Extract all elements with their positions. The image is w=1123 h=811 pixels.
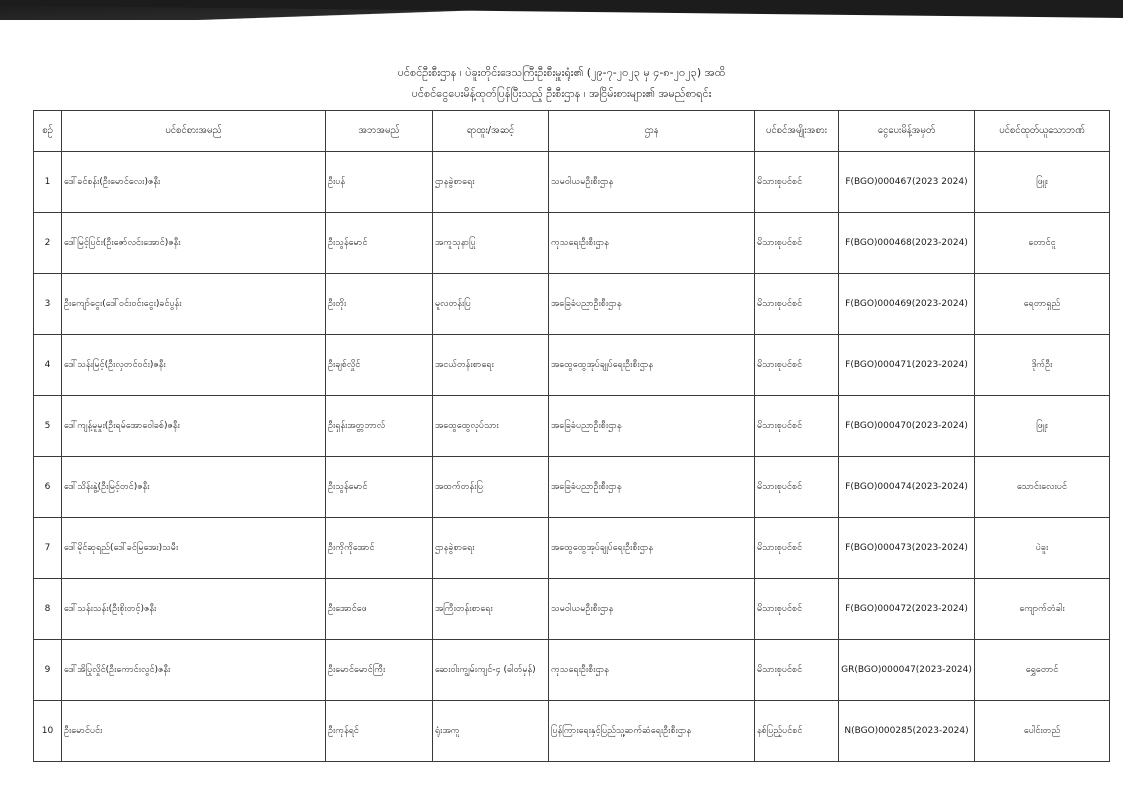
cell-license: F(BGO)000474(2023-2024) (839, 457, 975, 518)
cell-pensioner: ဦးမောင်ပင်း (62, 701, 326, 762)
cell-department: အထွေထွေအုပ်ချုပ်ရေးဦးစီးဌာန (549, 335, 755, 396)
cell-department: အခြေခံပညာဦးစီးဌာန (549, 396, 755, 457)
cell-rank: အကူသုနာပြု (433, 213, 549, 274)
header-department: ဌာန (549, 111, 755, 152)
cell-no: 1 (34, 152, 62, 213)
cell-rank: ဌာနခွဲစာရေး (433, 152, 549, 213)
cell-father: ဦးကုန်ရင် (326, 701, 433, 762)
cell-license: F(BGO)000471(2023-2024) (839, 335, 975, 396)
header-row (34, 111, 1110, 152)
cell-department: ပြန်ကြားရေးနှင့်ပြည်သူ့ဆက်ဆံရေးဦးစီးဌာန (549, 701, 755, 762)
cell-rank: အထွေထွေလုပ်သား (433, 396, 549, 457)
cell-issuer: သောင်းလေးပင် (975, 457, 1110, 518)
cell-father: ဦးရှန်းအတ္တဘာလ် (326, 396, 433, 457)
cell-type: မိသားစုပင်စင် (755, 274, 839, 335)
cell-license: F(BGO)000467(2023 2024) (839, 152, 975, 213)
cell-type: မိသားစုပင်စင် (755, 152, 839, 213)
cell-department: ကုသရေးဦးစီးဌာန (549, 213, 755, 274)
cell-rank: အထက်တန်းပြ (433, 457, 549, 518)
table-row (34, 274, 1110, 335)
cell-rank: ဆေးဝါးကျွမ်းကျင်-၄ (ဓါတ်မှန်) (433, 640, 549, 701)
cell-pensioner: ဒေါ်မြင့်ပြင်း(ဦးဇော်လင်းအောင်)ဇနီး (62, 213, 326, 274)
cell-father: ဦးမောင်မောင်ကြီး (326, 640, 433, 701)
table-row (34, 457, 1110, 518)
cell-no: 2 (34, 213, 62, 274)
cell-department: ကုသရေးဦးစီးဌာန (549, 640, 755, 701)
cell-no: 9 (34, 640, 62, 701)
cell-issuer: ဒိုက်ဦး (975, 335, 1110, 396)
header-license: ငွေပေးမိန့်အမှတ် (839, 111, 975, 152)
cell-issuer: ဖြူး (975, 396, 1110, 457)
cell-rank: မူလတန်းပြ (433, 274, 549, 335)
cell-department: အခြေခံပညာဦးစီးဌာန (549, 457, 755, 518)
cell-license: F(BGO)000470(2023-2024) (839, 396, 975, 457)
scan-edge-shadow (0, 0, 1123, 20)
cell-father: ဦးချစ်လှိုင် (326, 335, 433, 396)
cell-issuer: ရေတာရှည် (975, 274, 1110, 335)
header-father: အဘအမည် (326, 111, 433, 152)
cell-license: GR(BGO)000047(2023-2024) (839, 640, 975, 701)
cell-type: မိသားစုပင်စင် (755, 518, 839, 579)
cell-type: မိသားစုပင်စင် (755, 213, 839, 274)
cell-license: N(BGO)000285(2023-2024) (839, 701, 975, 762)
cell-father: ဦးသွန်မောင် (326, 457, 433, 518)
cell-issuer: ဖြူး (975, 152, 1110, 213)
cell-pensioner: ဒေါ်သန်းသန်း(ဦးစိုးတင့်)ဇနီး (62, 579, 326, 640)
cell-type: မိသားစုပင်စင် (755, 396, 839, 457)
cell-license: F(BGO)000473(2023-2024) (839, 518, 975, 579)
cell-pensioner: ဒေါ်အိပြုလှိုင်(ဦးကောင်းလွင်)ဇနီး (62, 640, 326, 701)
table-row (34, 335, 1110, 396)
cell-type: မိသားစုပင်စင် (755, 335, 839, 396)
cell-issuer: ရွှေတောင် (975, 640, 1110, 701)
cell-rank: ဌာနခွဲစာရေး (433, 518, 549, 579)
cell-issuer: ပေါင်းတည် (975, 701, 1110, 762)
header-issuer: ပင်စင်ထုတ်ယူသောဘဏ် (975, 111, 1110, 152)
scan-edge-shadow-tail (0, 0, 1123, 18)
cell-father: ဦးကိုကိုအောင် (326, 518, 433, 579)
table-row (34, 396, 1110, 457)
cell-pensioner: ဒေါ်သန်းမြင့်(ဦးလှတင်ဝင်း)ဇနီး (62, 335, 326, 396)
cell-issuer: ကျောက်တံခါး (975, 579, 1110, 640)
cell-father: ဦးအောင်ဖေ (326, 579, 433, 640)
cell-no: 6 (34, 457, 62, 518)
table-row (34, 518, 1110, 579)
cell-no: 4 (34, 335, 62, 396)
cell-no: 7 (34, 518, 62, 579)
heading-line-2: ပင်စင်ငွေပေးမိန့်ထုတ်ပြန်ပြီးသည့် ဦးစီးဌာန ၊ အငြိမ်းစားများ၏ အမည်စာရင်း (411, 87, 712, 100)
cell-rank: ရုံးအကူ (433, 701, 549, 762)
cell-no: 3 (34, 274, 62, 335)
cell-license: F(BGO)000472(2023-2024) (839, 579, 975, 640)
cell-no: 10 (34, 701, 62, 762)
cell-license: F(BGO)000469(2023-2024) (839, 274, 975, 335)
cell-issuer: တောင်ငူ (975, 213, 1110, 274)
cell-department: အခြေခံပညာဦးစီးဌာန (549, 274, 755, 335)
cell-rank: အကြီးတန်းစာရေး (433, 579, 549, 640)
cell-type: မိသားစုပင်စင် (755, 579, 839, 640)
cell-father: ဦးတိုး (326, 274, 433, 335)
cell-no: 5 (34, 396, 62, 457)
cell-type: နစ်ပြည့်ပင်စင် (755, 701, 839, 762)
cell-pensioner: ဒေါ်သိန်းနွဲ့(ဦးမြင့်တင်)ဇနီး (62, 457, 326, 518)
cell-father: ဦးပန် (326, 152, 433, 213)
table-row (34, 640, 1110, 701)
cell-department: သမဝါယမဦးစီးဌာန (549, 152, 755, 213)
pension-roster-table (33, 110, 1110, 762)
cell-rank: အငယ်တန်းစာရေး (433, 335, 549, 396)
cell-type: မိသားစုပင်စင် (755, 457, 839, 518)
cell-pensioner: ဦးကျော်ငွေး(ဒေါ်ဝင်းဝင်းငွေး)ခင်ပွန်း (62, 274, 326, 335)
cell-no: 8 (34, 579, 62, 640)
table-row (34, 152, 1110, 213)
cell-pensioner: ဒေါ်မိုင်ဆုရည်(ဒေါ်ခင်မြအေး)သမီး (62, 518, 326, 579)
heading-line-1: ပင်စင်ဦးစီးဌာန ၊ ပဲခူးတိုင်းဒေသကြီးဦးစီးမှူးရုံး၏ (၂၉-၇-၂၀၂၃ မှ ၄-၈-၂၀၂၃) အထိ (397, 66, 726, 79)
cell-department: သမဝါယမဦးစီးဌာန (549, 579, 755, 640)
cell-type: မိသားစုပင်စင် (755, 640, 839, 701)
cell-father: ဦးသွန်မောင် (326, 213, 433, 274)
header-type: ပင်စင်အမျိုးအစား (755, 111, 839, 152)
document-heading (0, 62, 1123, 104)
header-rank: ရာထူး/အဆင့် (433, 111, 549, 152)
header-pensioner: ပင်စင်စားအမည် (62, 111, 326, 152)
cell-issuer: ပဲခူး (975, 518, 1110, 579)
cell-license: F(BGO)000468(2023-2024) (839, 213, 975, 274)
cell-department: အထွေထွေအုပ်ချုပ်ရေးဦးစီးဌာန (549, 518, 755, 579)
header-no: စဉ် (34, 111, 62, 152)
table-row (34, 213, 1110, 274)
table-row (34, 701, 1110, 762)
table-row (34, 579, 1110, 640)
cell-pensioner: ဒေါ်ခင်စန်း(ဦးမောင်လေး)ဇနီး (62, 152, 326, 213)
cell-pensioner: ဒေါ်ကျန့်မူမှုး(ဦးရမ်အောဝေါခစ်)ဇနီး (62, 396, 326, 457)
